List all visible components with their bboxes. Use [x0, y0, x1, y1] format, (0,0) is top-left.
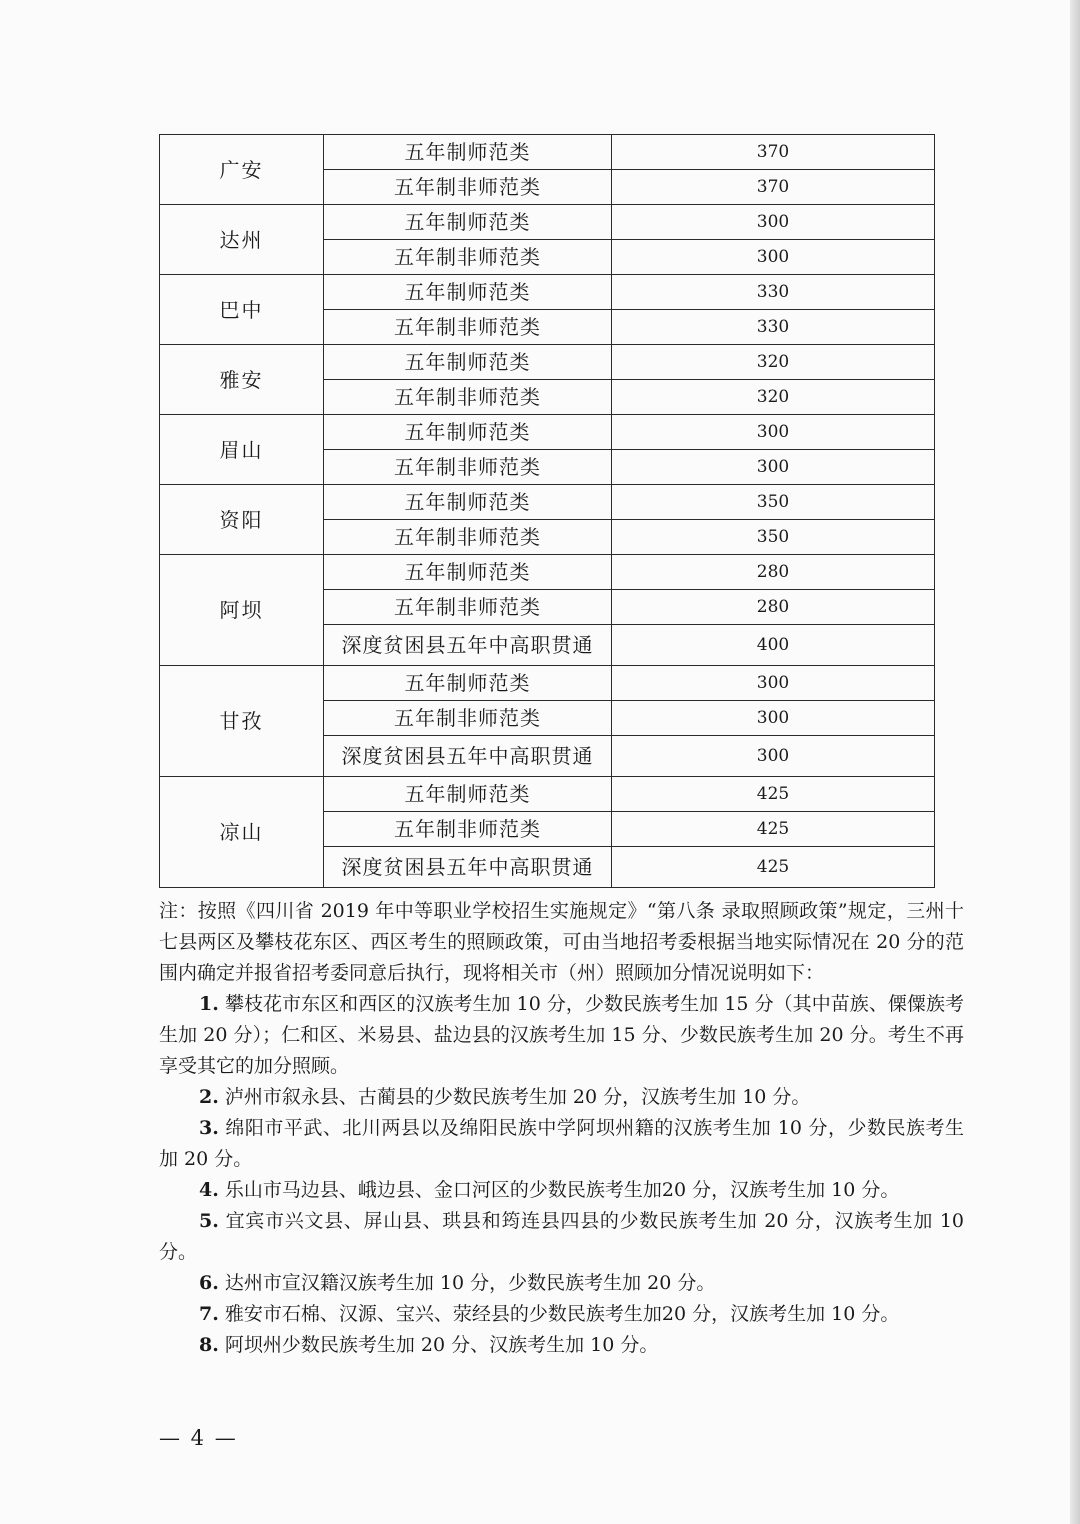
category-cell: 深度贫困县五年中高职贯通: [324, 625, 612, 666]
note-item-text: 攀枝花市东区和西区的汉族考生加 10 分，少数民族考生加 15 分（其中苗族、傈僳族考生加 20 分）；仁和区、米易县、盐边县的汉族考生加 15 分、少数民族考生加 20 分。考生不再享受其它的加分照顾。: [159, 993, 965, 1077]
note-item-number: 4.: [199, 1179, 219, 1201]
category-cell: 五年制非师范类: [324, 450, 612, 485]
score-cell: 300: [612, 205, 935, 240]
note-item-number: 5.: [199, 1210, 219, 1232]
note-item: [159, 989, 964, 1082]
note-item-text: 宜宾市兴文县、屏山县、珙县和筠连县四县的少数民族考生加 20 分，汉族考生加 10 分。: [159, 1210, 964, 1263]
category-cell: 五年制非师范类: [324, 310, 612, 345]
region-cell: 眉山: [160, 415, 324, 485]
category-cell: 五年制师范类: [324, 275, 612, 310]
score-cell: 300: [612, 240, 935, 275]
note-item: [159, 1330, 964, 1361]
score-cell: 300: [612, 450, 935, 485]
table-row: [160, 345, 935, 380]
note-item-text: 达州市宣汉籍汉族考生加 10 分，少数民族考生加 20 分。: [224, 1272, 716, 1294]
category-cell: 五年制非师范类: [324, 812, 612, 847]
note-item: [159, 1175, 964, 1206]
category-cell: 五年制师范类: [324, 415, 612, 450]
category-cell: 五年制非师范类: [324, 380, 612, 415]
table-row: [160, 485, 935, 520]
score-cell: 370: [612, 135, 935, 170]
region-cell: 巴中: [160, 275, 324, 345]
page-edge-shadow: [1070, 0, 1080, 1524]
category-cell: 五年制非师范类: [324, 590, 612, 625]
region-cell: 雅安: [160, 345, 324, 415]
table-row: [160, 666, 935, 701]
note-item-text: 泸州市叙永县、古蔺县的少数民族考生加 20 分，汉族考生加 10 分。: [224, 1086, 811, 1108]
score-cell: 400: [612, 625, 935, 666]
page-number: — 4 —: [159, 1426, 238, 1450]
note-item-text: 绵阳市平武、北川两县以及绵阳民族中学阿坝州籍的汉族考生加 10 分，少数民族考生加 20 分。: [159, 1117, 964, 1170]
note-item: [159, 1082, 964, 1113]
category-cell: 五年制师范类: [324, 205, 612, 240]
note-item: [159, 1113, 964, 1175]
score-cell: 350: [612, 520, 935, 555]
category-cell: 五年制非师范类: [324, 240, 612, 275]
notes-items: [159, 989, 964, 1361]
score-cell: 370: [612, 170, 935, 205]
note-item: [159, 1206, 964, 1268]
score-cell: 425: [612, 812, 935, 847]
region-cell: 达州: [160, 205, 324, 275]
table-row: [160, 275, 935, 310]
category-cell: 五年制非师范类: [324, 701, 612, 736]
notes-intro: 注：按照《四川省 2019 年中等职业学校招生实施规定》“第八条 录取照顾政策”规定，三州十七县两区及攀枝花东区、西区考生的照顾政策，可由当地招考委根据当地实际情况在 20 分的范围内确定并报省招考委同意后执行，现将相关市（州）照顾加分情况说明如下：: [159, 900, 964, 984]
score-cell: 330: [612, 275, 935, 310]
category-cell: 五年制师范类: [324, 135, 612, 170]
notes-section: [159, 896, 964, 1361]
score-cell: 300: [612, 736, 935, 777]
table-row: [160, 777, 935, 812]
score-cell: 320: [612, 345, 935, 380]
score-cell: 280: [612, 555, 935, 590]
category-cell: 深度贫困县五年中高职贯通: [324, 736, 612, 777]
note-item-number: 3.: [199, 1117, 219, 1139]
region-cell: 凉山: [160, 777, 324, 888]
region-cell: 广安: [160, 135, 324, 205]
category-cell: 五年制师范类: [324, 777, 612, 812]
note-item: [159, 1299, 964, 1330]
score-cell: 425: [612, 847, 935, 888]
admission-score-table: [159, 134, 935, 888]
note-item-text: 乐山市马边县、峨边县、金口河区的少数民族考生加20 分，汉族考生加 10 分。: [224, 1179, 900, 1201]
category-cell: 五年制非师范类: [324, 170, 612, 205]
note-item-number: 6.: [199, 1272, 219, 1294]
table-row: [160, 135, 935, 170]
table-row: [160, 415, 935, 450]
score-cell: 300: [612, 666, 935, 701]
region-cell: 甘孜: [160, 666, 324, 777]
table-body: [160, 135, 935, 888]
table-row: [160, 555, 935, 590]
note-item-number: 7.: [199, 1303, 219, 1325]
note-item-number: 2.: [199, 1086, 219, 1108]
score-cell: 300: [612, 415, 935, 450]
category-cell: 深度贫困县五年中高职贯通: [324, 847, 612, 888]
note-item-text: 雅安市石棉、汉源、宝兴、荥经县的少数民族考生加20 分，汉族考生加 10 分。: [224, 1303, 900, 1325]
category-cell: 五年制师范类: [324, 485, 612, 520]
score-cell: 280: [612, 590, 935, 625]
category-cell: 五年制师范类: [324, 666, 612, 701]
score-cell: 425: [612, 777, 935, 812]
region-cell: 阿坝: [160, 555, 324, 666]
note-item-text: 阿坝州少数民族考生加 20 分、汉族考生加 10 分。: [224, 1334, 659, 1356]
table-row: [160, 205, 935, 240]
category-cell: 五年制师范类: [324, 345, 612, 380]
note-item-number: 8.: [199, 1334, 219, 1356]
score-cell: 320: [612, 380, 935, 415]
region-cell: 资阳: [160, 485, 324, 555]
category-cell: 五年制师范类: [324, 555, 612, 590]
category-cell: 五年制非师范类: [324, 520, 612, 555]
score-cell: 330: [612, 310, 935, 345]
note-item-number: 1.: [199, 993, 219, 1015]
note-item: [159, 1268, 964, 1299]
score-cell: 350: [612, 485, 935, 520]
score-cell: 300: [612, 701, 935, 736]
